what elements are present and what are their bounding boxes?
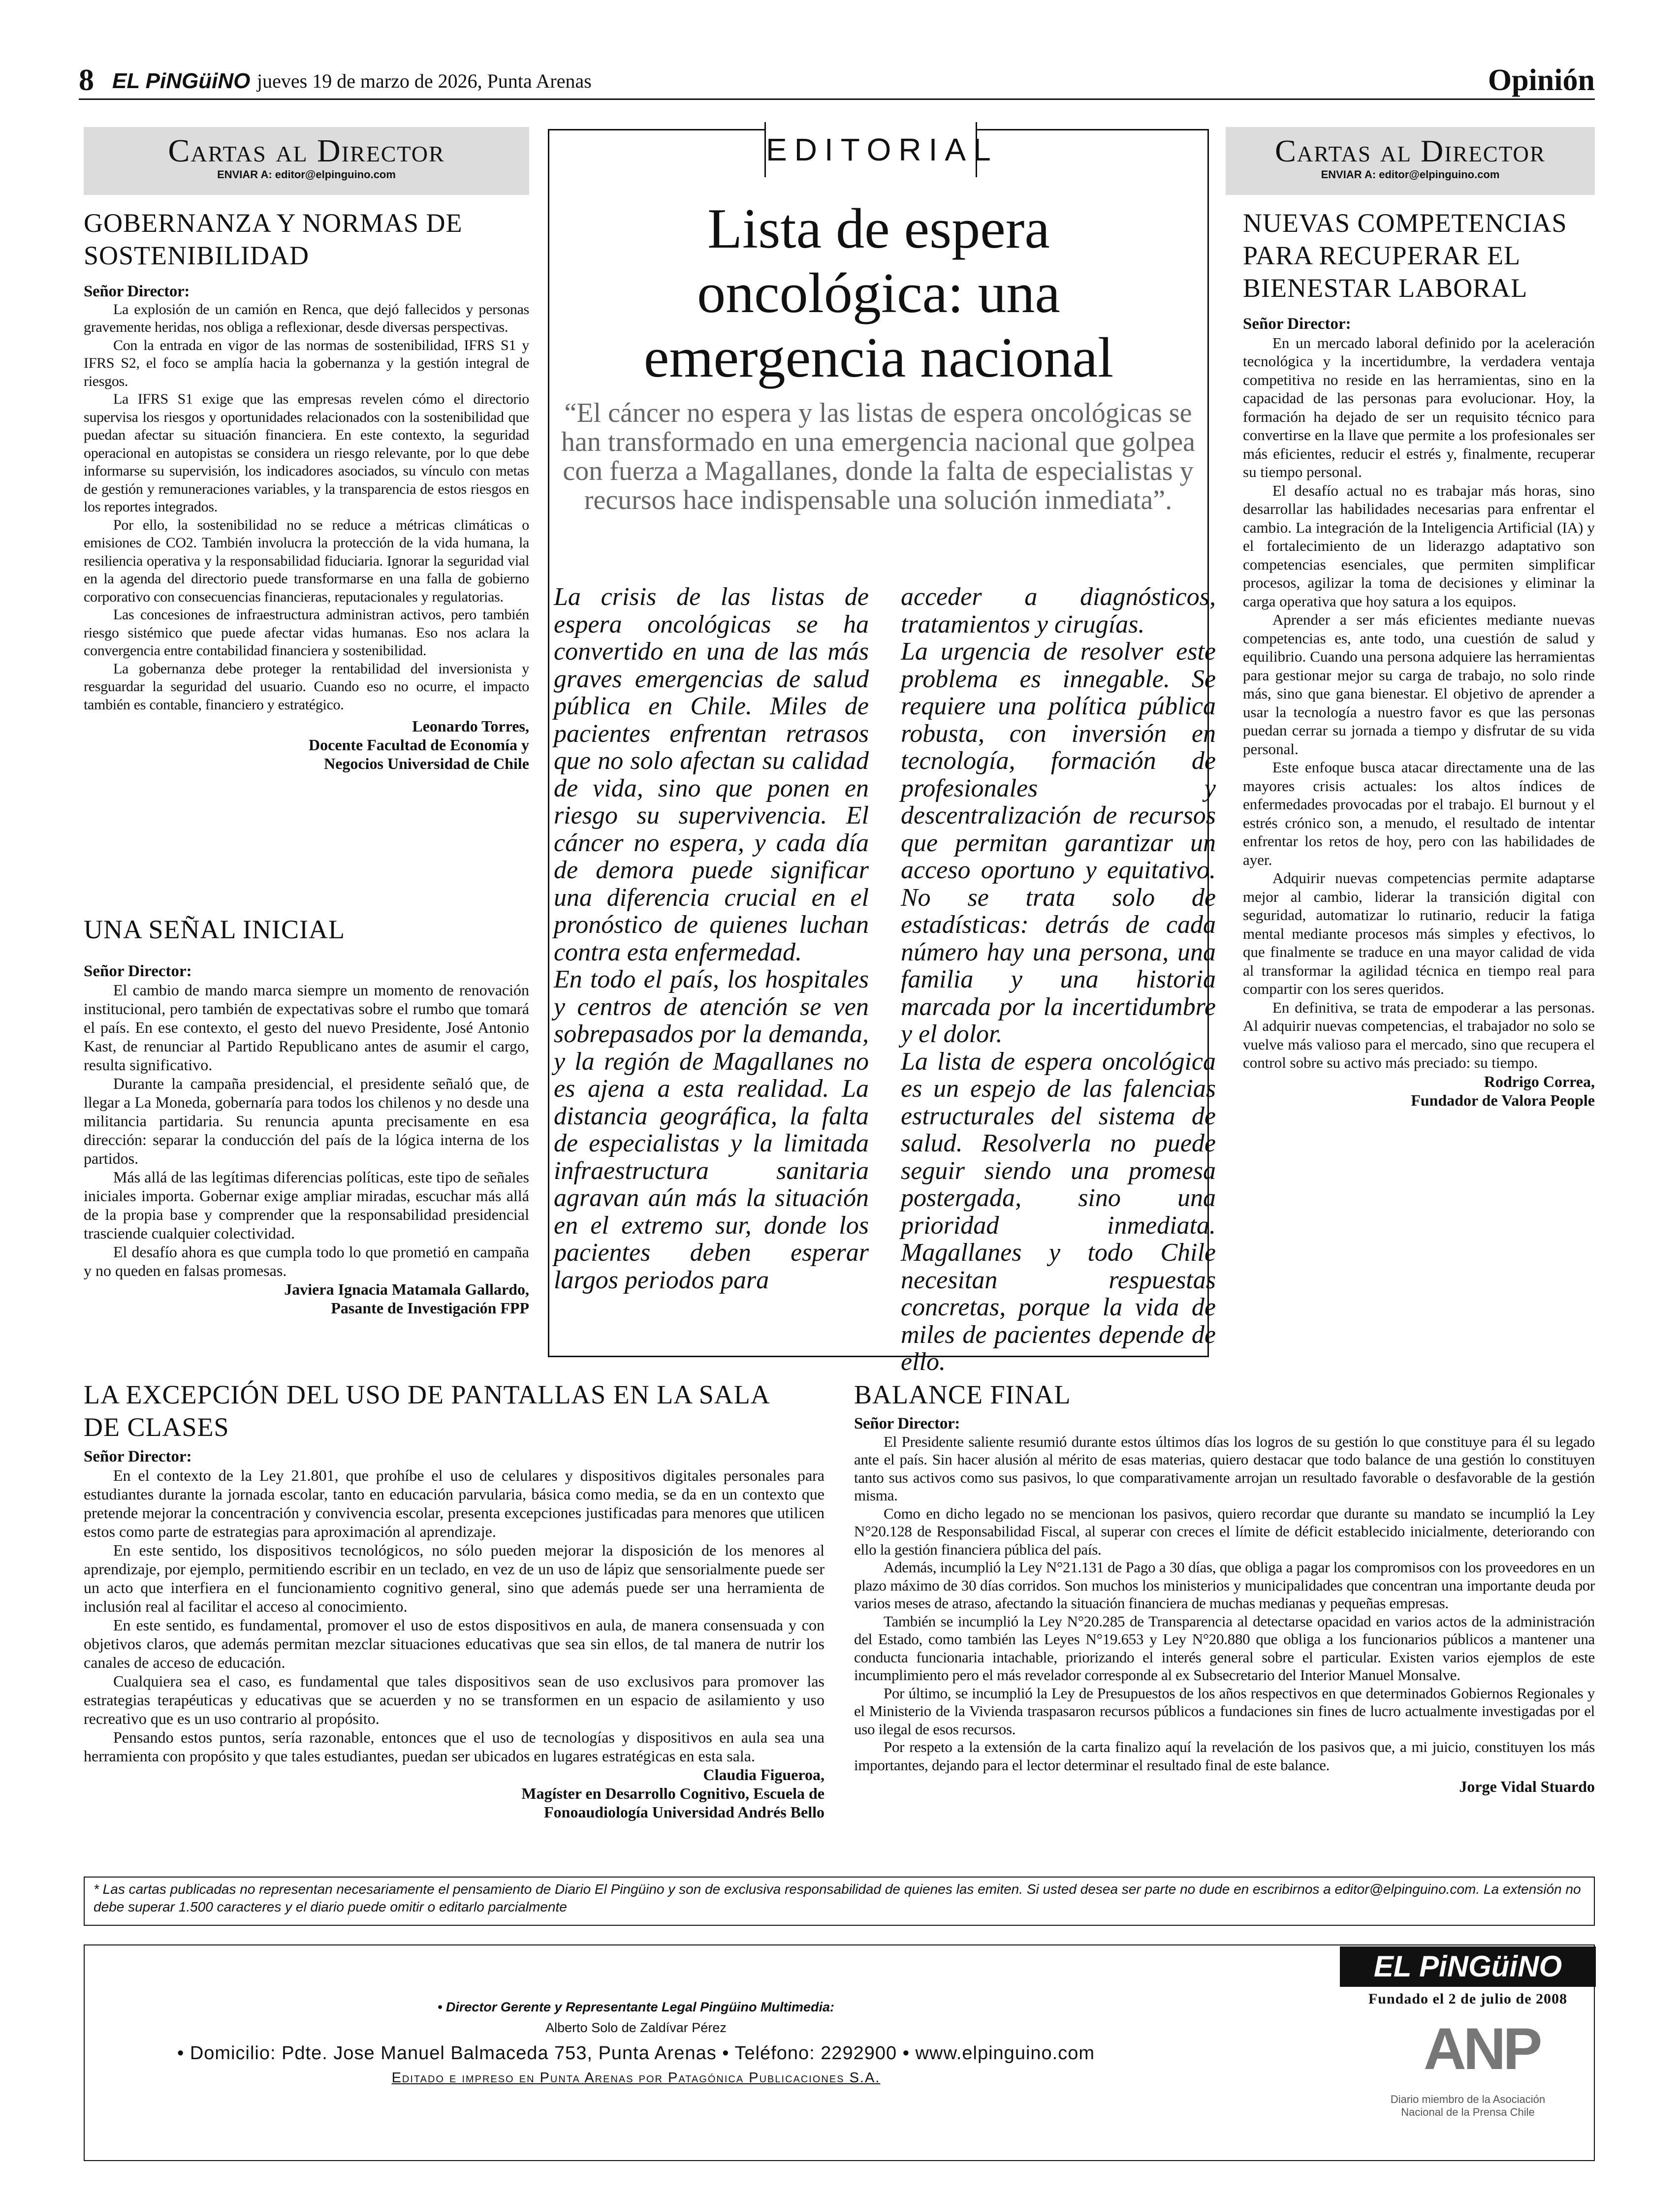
signature-line: Negocios Universidad de Chile: [324, 755, 529, 772]
signature-line: Magíster en Desarrollo Cognitivo, Escuela de: [521, 1784, 824, 1802]
letter-senal-inicial: [84, 914, 529, 1317]
cartas-header-left: [84, 127, 529, 195]
cartas-title: Cartas al Director: [168, 133, 445, 169]
editorial-title: Lista de espera oncológica: una emergencia nacional: [643, 197, 1114, 389]
cartas-header-right: [1226, 127, 1595, 195]
paragraph: Pensando estos puntos, sería razonable, entonces que el uso de tecnologías y dispositivos en aula sea una herramienta con propósito y que tales estudiantes, puedan ser ubicados en lugares estratégicas en esta sala.: [84, 1728, 824, 1765]
signature: [854, 1777, 1595, 1796]
signature-line: Claudia Figueroa,: [703, 1766, 824, 1784]
header-rule: [79, 98, 1595, 100]
paragraph: Cualquiera sea el caso, es fundamental que tales dispositivos sean de uso exclusivos para promover las estrategias terapéuticas y educativas que se acuerden y no se transformen en un espacio de asilamiento y uso recreativo que es un uso contrario al propósito.: [84, 1672, 824, 1727]
disclaimer-box: [84, 1877, 1595, 1926]
letter-nuevas-competencias: [1243, 207, 1595, 1110]
paragraph: En todo el país, los hospitales y centros de atención se ven sobrepasados por la demanda, y la región de Magallanes no es ajena a esta realidad. La distancia geográfica, la falta de especialistas y la limitada infraestructura sanitaria agravan aún más la situación en el extremo sur, donde los pacientes deben esperar largos periodos para: [554, 965, 869, 1294]
anp-caption: [1340, 2093, 1596, 2119]
paragraph: En el contexto de la Ley 21.801, que prohíbe el uso de celulares y dispositivos digitales personales para estudiantes durante la jornada escolar, tanto en educación parvularia, básica como media, se da en un contexto que pretende mejorar la concentración y convivencia escolar, presenta excepciones justificadas para menores que utilicen estos como parte de estrategias para aproximación al aprendizaje.: [84, 1466, 824, 1540]
editorial-border-top-left: [548, 129, 764, 130]
letter-headline: NUEVAS COMPETENCIAS PARA RECUPERAR EL BIENESTAR LABORAL: [1243, 208, 1567, 303]
footer-box: [84, 1944, 1595, 2161]
salutation: Señor Director:: [84, 962, 192, 980]
editorial-border-top-right: [977, 129, 1209, 130]
letter-headline: BALANCE FINAL: [854, 1380, 1071, 1409]
letter-pantallas: [84, 1378, 824, 1821]
signature-line: Docente Facultad de Economía y: [309, 736, 529, 754]
paragraph: La gobernanza debe proteger la rentabilidad del inversionista y resguardar la seguridad del usuario. Cuando eso no ocurre, el impacto también es contable, financiero y estratégico.: [84, 660, 529, 713]
editorial-column-2: [901, 583, 1216, 1376]
paragraph: Este enfoque busca atacar directamente una de las mayores crisis actuales: los altos índices de enfermedades provocadas por el trabajo. El burnout y el estrés crónico son, a menudo, el resultado de intentar enfrentar los retos de hoy, pero con las habilidades de ayer.: [1243, 759, 1595, 868]
paragraph: La crisis de las listas de espera oncológicas se ha convertido en una de las más graves emergencias de salud pública en Chile. Miles de pacientes enfrentan retrasos que no solo afectan su calidad de vida, sino que ponen en riesgo su supervivencia. El cáncer no espera, y cada día de demora puede significar una diferencia crucial en el pronóstico de quienes luchan contra esta enfermedad.: [554, 583, 869, 966]
signature: [1243, 1072, 1595, 1110]
signature-line: Rodrigo Correa,: [1484, 1072, 1595, 1090]
signature-line: Fonoaudiología Universidad Andrés Bello: [544, 1803, 824, 1821]
editorial-quote: “El cáncer no espera y las listas de espera oncológicas se han transformado en una emergencia nacional que golpea con fuerza a Magallanes, donde la falta de especialistas y recursos hace indispensable una solución inmediata”.: [561, 398, 1195, 515]
salutation: Señor Director:: [84, 1448, 192, 1465]
paragraph: En un mercado laboral definido por la aceleración tecnológica y la incertidumbre, la verdadera ventaja competitiva no reside en las herramientas, sino en la capacidad de las personas para evolucionar. Hoy, la formación ha dejado de ser un requisito técnico para convertirse en la llave que permite a los profesionales ser más eficientes, reducir el estrés y, finalmente, recuperar su tiempo personal.: [1243, 334, 1595, 480]
paragraph: Más allá de las legítimas diferencias políticas, este tipo de señales iniciales importa. Gobernar exige ampliar miradas, escuchar más allá de la propia base y comprender que la responsabilidad presidencial trasciende cualquier colectividad.: [84, 1168, 529, 1242]
signature-line: Javiera Ignacia Matamala Gallardo,: [284, 1280, 529, 1298]
paragraph: El desafío ahora es que cumpla todo lo que prometió en campaña y no queden en falsas promesas.: [84, 1243, 529, 1279]
paragraph: Durante la campaña presidencial, el presidente señaló que, de llegar a La Moneda, gobernaría para todos los chilenos y no desde una militancia partidaria. Su renuncia apunta precisamente en esa dirección: separar la conducción del país de la lógica interna de los partidos.: [84, 1075, 529, 1167]
paragraph: Aprender a ser más eficientes mediante nuevas competencias es, ante todo, una cuestión de salud y equilibrio. Cuando una persona adquiere las herramientas para gestionar mejor su carga de trabajo, no solo rinde más, sino que gana bienestar. El objetivo de aprender a usar la tecnología a nuestro favor es que las personas puedan cerrar su jornada a tiempo y disfrutar de su vida personal.: [1243, 611, 1595, 758]
paragraph: En definitiva, se trata de empoderar a las personas. Al adquirir nuevas competencias, el trabajador no solo se vuelve más valioso para el mercado, sino que recupera el control sobre su activo más preciado: su tiempo.: [1243, 998, 1595, 1071]
salutation: Señor Director:: [84, 283, 190, 300]
editorial-column-1: [554, 583, 869, 1294]
salutation: Señor Director:: [1243, 315, 1351, 333]
footer-brand-logo: EL PiNGüiNO: [1340, 1946, 1596, 1987]
paragraph: El desafío actual no es trabajar más horas, sino desarrollar las habilidades necesarias para enfrentar el cambio. La integración de la Inteligencia Artificial (IA) y el fortalecimiento de un liderazgo adaptativo son competencias esenciales, que permiten simplificar procesos, agilizar la toma de decisiones y eliminar la carga operativa que hoy satura a los equipos.: [1243, 481, 1595, 610]
salutation: Señor Director:: [854, 1415, 960, 1433]
founded-date: Fundado el 2 de julio de 2008: [1368, 1991, 1568, 2007]
director-label: • Director Gerente y Representante Legal Pingüino Multimedia:: [437, 2000, 835, 2014]
cartas-email: ENVIAR A: editor@elpinguino.com: [1321, 168, 1500, 181]
paragraph: Por ello, la sostenibilidad no se reduce a métricas climáticas o emisiones de CO2. También involucra la protección de la vida humana, la resiliencia operativa y la responsabilidad fiduciaria. Ignorar la seguridad vial en la agenda del directorio puede transformarse en una falla de gobierno corporativo con consecuencias financieras, reputacionales y regulatorias.: [84, 516, 529, 605]
page-header: [79, 63, 1595, 97]
signature: [84, 1765, 824, 1821]
section-name: Opinión: [1488, 64, 1595, 97]
paragraph: Adquirir nuevas competencias permite adaptarse mejor al cambio, liderar la transición digital con seguridad, automatizar lo rutinario, reducir la fatiga mental mediante procesos más simples y efectivos, lo que finalmente se traduce en una mayor calidad de vida al transformar la agilidad técnica en tiempo real para compartir con los seres queridos.: [1243, 869, 1595, 997]
paragraph: También se incumplió la Ley N°20.285 de Transparencia al detectarse opacidad en varios actos de la administración del Estado, como también las Leyes N°19.653 y Ley N°20.880 que obliga a los funcionarios públicos a mantener una conducta funcionaria intachable, priorizando el interés general sobre el particular. Existen varios ejemplos de este incumplimiento pero el más revelador corresponde al ex Subsecretario del Interior Manuel Monsalve.: [854, 1612, 1595, 1684]
paragraph: Como en dicho legado no se mencionan los pasivos, quiero recordar que durante su mandato se incumplió la Ley N°20.128 de Responsabilidad Fiscal, al superar con creces el límite de déficit establecido inicialmente, deteriorando con ello la gestión financiera pública del país.: [854, 1504, 1595, 1558]
anp-logo: ANP: [1424, 2016, 1540, 2082]
paragraph: Las concesiones de infraestructura administran activos, pero también riesgo sistémico que puede afectar vidas humanas. Eso nos aclara la convergencia entre contabilidad financiera y sostenibilidad.: [84, 606, 529, 659]
letter-headline: LA EXCEPCIÓN DEL USO DE PANTALLAS EN LA SALA DE CLASES: [84, 1380, 769, 1442]
printed-line: Editado e impreso en Punta Arenas por Patagónica Publicaciones S.A.: [391, 2070, 881, 2086]
signature-line: Jorge Vidal Stuardo: [1459, 1778, 1595, 1795]
disclaimer-text: * Las cartas publicadas no representan necesariamente el pensamiento de Diario El Pingüino y son de exclusiva responsabilidad de quienes las emiten. Si usted desea ser parte no dude en escribirnos a editor@elpinguino.com. La extensión no debe superar 1.500 caracteres y el diario puede omitir o editarlo parcialmente: [94, 1881, 1581, 1914]
director-name: Alberto Solo de Zaldívar Pérez: [545, 2020, 727, 2035]
page-date: jueves 19 de marzo de 2026, Punta Arenas: [257, 70, 592, 92]
letter-balance-final: [854, 1378, 1595, 1796]
paragraph: El cambio de mando marca siempre un momento de renovación institucional, pero también de expectativas sobre el rumbo que tomará el país. En ese contexto, el gesto del nuevo Presidente, José Antonio Kast, de renunciar al Partido Republicano antes de asumir el cargo, resulta significativo.: [84, 981, 529, 1074]
editorial-label: [764, 122, 998, 177]
anp-caption-line: Diario miembro de la Asociación: [1390, 2093, 1546, 2105]
footer-info: [85, 1997, 1187, 2088]
address-line: • Domicilio: Pdte. Jose Manuel Balmaceda 753, Punta Arenas • Teléfono: 2292900 • www.elpinguino.com: [177, 2043, 1095, 2064]
paragraph: La urgencia de resolver este problema es innegable. Se requiere una política pública robusta, con inversión en tecnología, formación de profesionales y descentralización de recursos que permitan garantizar un acceso oportuno y equitativo. No se trata solo de estadísticas: detrás de cada número hay una persona, una familia y una historia marcada por la incertidumbre y el dolor.: [901, 637, 1216, 1048]
paragraph: La explosión de un camión en Renca, que dejó fallecidos y personas gravemente heridas, nos obliga a reflexionar, desde diversas perspectivas.: [84, 301, 529, 335]
signature-line: Pasante de Investigación FPP: [331, 1299, 529, 1317]
editorial-border-left: [548, 129, 549, 1357]
anp-caption-line: Nacional de la Prensa Chile: [1401, 2106, 1535, 2118]
paragraph: La lista de espera oncológica es un espejo de las falencias estructurales del sistema de salud. Resolverla no puede seguir siendo una promesa postergada, sino una prioridad inmediata. Magallanes y todo Chile necesitan respuestas concretas, porque la vida de miles de pacientes depende de ello.: [901, 1047, 1216, 1376]
paragraph: El Presidente saliente resumió durante estos últimos días los logros de su gestión lo que constituye para él su legado ante el país. Sin hacer alusión al mérito de esas materias, quiero destacar que todo balance de una gestión lo constituyen tanto sus activos como sus pasivos, lo que comparativamente arrojan un resultado favorable o desfavorable de la gestión misma.: [854, 1433, 1595, 1504]
paragraph: Por respeto a la extensión de la carta finalizo aquí la revelación de los pasivos que, a mi juicio, constituyen los más importantes, dejando para el lector determinar el resultado final de este balance.: [854, 1738, 1595, 1774]
letter-headline: UNA SEÑAL INICIAL: [84, 915, 345, 944]
signature: [84, 717, 529, 773]
paragraph: Con la entrada en vigor de las normas de sostenibilidad, IFRS S1 y IFRS S2, el foco se amplía hacia la gobernanza y la gestión integral de riesgos.: [84, 337, 529, 389]
signature: [84, 1280, 529, 1317]
paragraph: Además, incumplió la Ley N°21.131 de Pago a 30 días, que obliga a pagar los compromisos con los proveedores en un plazo máximo de 30 días corridos. Son muchos los ministerios y municipalidades que concentran una importante deuda por varios meses de atraso, afectando la situación financiera de muchas medianas y pequeñas empresas.: [854, 1559, 1595, 1612]
paragraph: En este sentido, los dispositivos tecnológicos, no sólo pueden mejorar la disposición de los menores al aprendizaje, por ejemplo, permitiendo escribir en un teclado, en vez de un uso de lápiz que sensorialmente puede ser un acto que interfiera en el funcionamiento cognitivo general, sino que además puede ser una herramienta de inclusión real al facilitar el acceso al conocimiento.: [84, 1541, 824, 1615]
paragraph: En este sentido, es fundamental, promover el uso de estos dispositivos en aula, de manera consensuada y con objetivos claros, que además permitan mezclar situaciones educativas que sea sin ellos, de tal manera de nutrir los canales de acceso de educación.: [84, 1616, 824, 1671]
paragraph: Por último, se incumplió la Ley de Presupuestos de los años respectivos en que determinados Gobiernos Regionales y el Ministerio de la Vivienda traspasaron recursos públicos a fundaciones sin fines de lucro actualmente investigadas por el uso ilegal de esos recursos.: [854, 1684, 1595, 1738]
editorial-label-text: EDITORIAL: [766, 132, 998, 167]
paragraph: La IFRS S1 exige que las empresas revelen cómo el directorio supervisa los riesgos y oportunidades relacionados con la sostenibilidad que puedan afectar su situación financiera. En este contexto, la seguridad operacional en autopistas se considera un riesgo relevante, por lo que debe informarse su supervisión, los indicadores asociados, su vínculo con metas de gestión y remuneraciones variables, y la transparencia de estos riesgos en los reportes integrados.: [84, 391, 529, 515]
letter-gobernanza: [84, 207, 529, 773]
signature-line: Fundador de Valora People: [1411, 1091, 1595, 1109]
page-number: 8: [79, 64, 94, 97]
signature-line: Leonardo Torres,: [412, 717, 529, 735]
brand-logo: EL PiNGüiNO: [112, 69, 251, 93]
cartas-title: Cartas al Director: [1275, 133, 1546, 168]
paragraph: acceder a diagnósticos, tratamientos y cirugías.: [901, 583, 1216, 638]
letter-headline: GOBERNANZA Y NORMAS DE SOSTENIBILIDAD: [84, 208, 463, 270]
cartas-email: ENVIAR A: editor@elpinguino.com: [217, 168, 396, 181]
